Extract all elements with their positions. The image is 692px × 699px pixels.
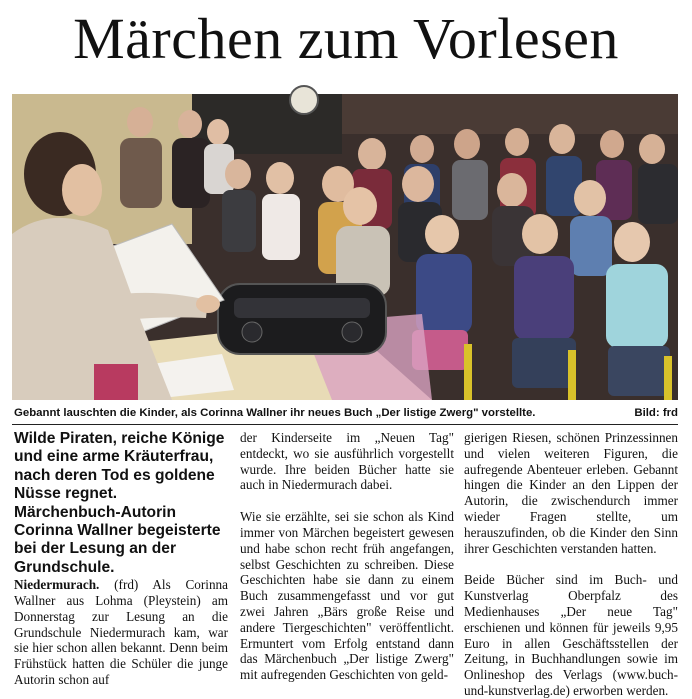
article-photo — [12, 94, 678, 400]
column-1 — [14, 430, 228, 688]
photo-caption — [14, 404, 678, 422]
body-text-1: (frd) Als Corinna Wallner aus Lohma (Pleystein) am Donnerstag zur Lesung an die Grundschule Niedermurach kam, war sie hier schon allen bekannt. Denn beim Frühstück hatten die Schüler die junge Autorin schon auf — [14, 577, 228, 688]
body-paragraph-1 — [14, 577, 228, 688]
column-2 — [240, 430, 454, 683]
divider — [12, 424, 678, 425]
body-paragraph-3: Wie sie erzählte, sei sie schon als Kind immer von Märchen begeistert gewesen und habe schon recht früh angefangen, selbst Geschichten zu schreiben. Diese Geschichten habe sie dann zu einem Buch zusammengefasst und vor gut zwei Jahren „Bärs große Reise und andere Tiergeschichten" veröffentlicht. Ermuntert vom Erfolg entstand dann das Märchenbuch „Der listige Zwerg" mit aufregenden Geschichten von geld- — [240, 509, 454, 683]
caption-text: Gebannt lauschten die Kinder, als Corinna Wallner ihr neues Buch „Der listige Zwerg" vorstellte. — [14, 407, 536, 419]
column-3 — [464, 430, 678, 698]
dateline: Niedermurach. — [14, 577, 100, 593]
body-paragraph-5: Beide Bücher sind im Buch- und Kunstverlag Oberpfalz des Medienhauses „Der neue Tag" erschienen und können für jeweils 9,95 Euro in allen Geschäftsstellen der Zeitung, in Buchhandlungen sowie im Onlineshop des Verlags (www.buch-und-kunstverlag.de) erworben werden. — [464, 572, 678, 698]
headline: Märchen zum Vorlesen — [73, 6, 619, 71]
photo-credit: Bild: frd — [634, 407, 678, 419]
body-paragraph-2: der Kinderseite im „Neuen Tag" entdeckt, wo sie ausführlich vorgestellt wurde. Ihre beiden Bücher hatte sie auch in Niedermurach dabei. — [240, 430, 454, 493]
lead-paragraph: Wilde Piraten, reiche Könige und eine arme Kräuterfrau, nach deren Tod es goldene Nüsse regnet. Märchenbuch-Autorin Corinna Wallner begeisterte bei der Lesung an der Grundschule. — [14, 430, 225, 576]
body-paragraph-4: gierigen Riesen, schönen Prinzessinnen und vielen weiteren Figuren, die aufregende Abenteuer erleben. Gebannt hingen die Kinder an den Lippen der Autorin, die zwischendurch immer wieder Fragen stellte, um herauszufinden, ob die Kinder den Sinn ihrer Geschichten verstanden hatten. — [464, 430, 678, 556]
